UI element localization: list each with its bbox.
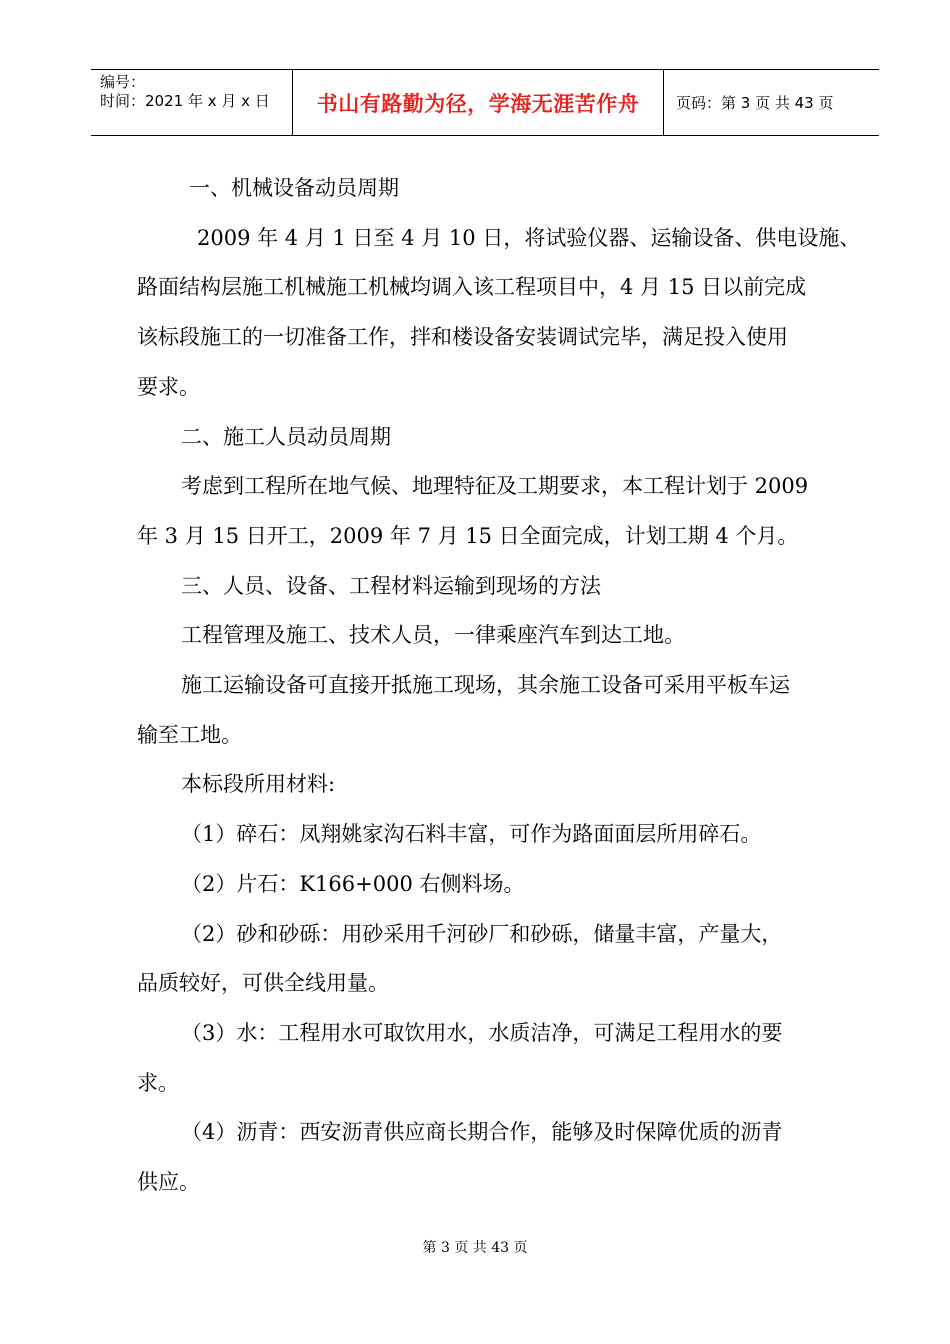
body-line: 二、施工人员动员周期 bbox=[181, 424, 391, 449]
body-line: 路面结构层施工机械施工机械均调入该工程项目中，4 月 15 日以前完成 bbox=[137, 275, 807, 300]
body-line: 要求。 bbox=[137, 374, 200, 399]
body-line: 考虑到工程所在地气候、地理特征及工期要求，本工程计划于 2009 bbox=[181, 474, 809, 499]
body-line: 输至工地。 bbox=[137, 722, 242, 747]
page-footer: 第 3 页 共 43 页 bbox=[422, 1240, 528, 1256]
document-date: 时间：2021 年 x 月 x 日 bbox=[100, 92, 270, 110]
body-line: （4）沥青：西安沥青供应商长期合作，能够及时保障优质的沥青 bbox=[181, 1120, 783, 1145]
body-line: 品质较好，可供全线用量。 bbox=[137, 971, 389, 996]
body-line: （2）片石：K166+000 右侧料场。 bbox=[181, 871, 525, 896]
body-line: 本标段所用材料: bbox=[181, 772, 336, 797]
body-line: 三、人员、设备、工程材料运输到现场的方法 bbox=[181, 573, 601, 598]
body-line: （1）碎石：凤翔姚家沟石料丰富，可作为路面面层所用碎石。 bbox=[181, 822, 762, 847]
body-line: 2009 年 4 月 1 日至 4 月 10 日，将试验仪器、运输设备、供电设施、 bbox=[197, 225, 861, 250]
page-header bbox=[91, 69, 879, 136]
document-code-label: 编号： bbox=[100, 73, 146, 91]
header-motto: 书山有路勤为径，学海无涯苦作舟 bbox=[293, 70, 664, 135]
body-line: 该标段施工的一切准备工作，拌和楼设备安装调试完毕，满足投入使用 bbox=[137, 325, 788, 350]
body-line: 求。 bbox=[137, 1070, 179, 1095]
body-line: 年 3 月 15 日开工，2009 年 7 月 15 日全面完成，计划工期 4 个月。 bbox=[137, 523, 799, 548]
body-line: （2）砂和砂砾：用砂采用千河砂厂和砂砾，储量丰富，产量大， bbox=[181, 921, 783, 946]
body-line: 供应。 bbox=[137, 1170, 200, 1195]
body-line: （3）水：工程用水可取饮用水，水质洁净，可满足工程用水的要 bbox=[181, 1020, 783, 1045]
document-body bbox=[137, 164, 861, 1208]
body-line: 工程管理及施工、技术人员，一律乘座汽车到达工地。 bbox=[181, 623, 685, 648]
header-page-info: 页码：第 3 页 共 43 页 bbox=[676, 94, 834, 112]
body-line: 施工运输设备可直接开抵施工现场，其余施工设备可采用平板车运 bbox=[181, 673, 790, 698]
header-meta-cell bbox=[91, 70, 293, 135]
body-line: 一、机械设备动员周期 bbox=[189, 176, 399, 200]
